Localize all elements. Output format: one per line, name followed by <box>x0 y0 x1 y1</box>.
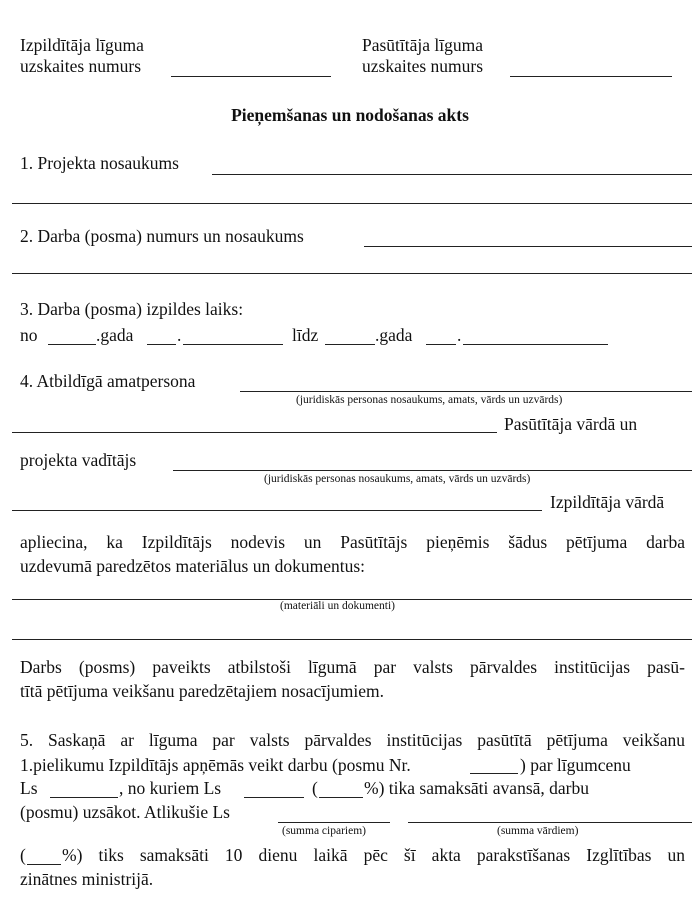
until-label: līdz <box>292 325 319 345</box>
executor-contract-number-field[interactable] <box>171 76 331 77</box>
payment-text-line3-end: %) tika samaksāti avansā, darbu <box>364 778 589 798</box>
execution-time-label: 3. Darba (posma) izpildes laiks: <box>20 299 244 319</box>
responsible-official-field-2[interactable] <box>12 432 497 433</box>
amount-digits-caption: (summa cipariem) <box>282 825 366 837</box>
advance-percent-field[interactable] <box>319 797 363 798</box>
executor-contract-label-line2: uzskaites numurs <box>20 56 142 76</box>
from-month-field[interactable] <box>147 344 176 345</box>
remaining-amount-words-field[interactable] <box>408 822 692 823</box>
client-contract-label-line2: uzskaites numurs <box>362 56 484 76</box>
executor-contract-label-line1: Izpildītāja līguma <box>20 35 144 55</box>
responsible-official-label: 4. Atbildīgā amatpersona <box>20 371 196 391</box>
payment-text-line2a: 1.pielikumu Izpildītājs apņēmās veikt darbu (posmu Nr. <box>20 755 411 775</box>
until-year-field[interactable] <box>325 344 375 345</box>
until-year-suffix: .gada <box>375 325 413 345</box>
remaining-amount-label: (posmu) uzsākot. Atlikušie Ls <box>20 802 230 822</box>
remaining-amount-digits-field[interactable] <box>278 822 390 823</box>
project-name-field-2[interactable] <box>12 203 692 204</box>
client-contract-label-line1: Pasūtītāja līguma <box>362 35 484 55</box>
from-day-field[interactable] <box>183 344 283 345</box>
project-leader-field[interactable] <box>173 470 692 471</box>
on-behalf-of-executor-label: Izpildītāja vārdā <box>550 492 665 512</box>
work-stage-label: 2. Darba (posma) numurs un nosaukums <box>20 226 304 246</box>
completion-text-line1: Darbs (posms) paveikts atbilstoši līgumā par valsts pārvaldes institūcijas pasū- <box>20 657 685 677</box>
project-name-field[interactable] <box>212 174 692 175</box>
payment-text-line5: %) tiks samaksāti 10 dienu laikā pēc šī akta parakstīšanas Izglītības un <box>62 845 685 865</box>
from-dot: . <box>177 325 182 345</box>
on-behalf-of-client-label: Pasūtītāja vārdā un <box>504 414 638 434</box>
certification-text-line1: apliecina, ka Izpildītājs nodevis un Pasūtītājs pieņēmis šādus pētījuma darba <box>20 532 685 552</box>
payment-text-line6: zinātnes ministrijā. <box>20 869 154 889</box>
work-stage-field[interactable] <box>364 246 692 247</box>
advance-amount-field[interactable] <box>244 797 304 798</box>
remaining-percent-field[interactable] <box>27 864 61 865</box>
advance-percent-open: ( <box>312 778 318 798</box>
remaining-percent-open: ( <box>20 845 26 865</box>
materials-caption: (materiāli un dokumenti) <box>280 600 395 612</box>
completion-text-line2: tītā pētījuma veikšanu paredzētajiem nosacījumiem. <box>20 681 384 701</box>
project-name-label: 1. Projekta nosaukums <box>20 153 179 173</box>
from-label: no <box>20 325 38 345</box>
payment-text-line2b: ) par līgumcenu <box>520 755 631 775</box>
contract-price-field[interactable] <box>50 797 118 798</box>
payment-text-line1: 5. Saskaņā ar līguma par valsts pārvaldes institūcijas pasūtītā pētījuma veikšanu <box>20 730 685 750</box>
payment-of-which-label: , no kuriem Ls <box>119 778 222 798</box>
work-stage-field-2[interactable] <box>12 273 692 274</box>
from-year-suffix: .gada <box>96 325 134 345</box>
materials-field-2[interactable] <box>12 639 692 640</box>
until-dot: . <box>457 325 462 345</box>
until-month-field[interactable] <box>426 344 456 345</box>
payment-ls-label: Ls <box>20 778 38 798</box>
document-title: Pieņemšanas un nodošanas akts <box>231 105 469 125</box>
client-contract-number-field[interactable] <box>510 76 672 77</box>
stage-number-field[interactable] <box>470 773 518 774</box>
responsible-official-field[interactable] <box>240 391 692 392</box>
amount-words-caption: (summa vārdiem) <box>497 825 579 837</box>
certification-text-line2: uzdevumā paredzētos materiālus un dokumentus: <box>20 556 366 576</box>
from-year-field[interactable] <box>48 344 96 345</box>
project-leader-label: projekta vadītājs <box>20 450 137 470</box>
until-day-field[interactable] <box>463 344 608 345</box>
project-leader-caption: (juridiskās personas nosaukums, amats, vārds un uzvārds) <box>264 473 531 485</box>
project-leader-field-2[interactable] <box>12 510 542 511</box>
responsible-official-caption: (juridiskās personas nosaukums, amats, vārds un uzvārds) <box>296 394 563 406</box>
